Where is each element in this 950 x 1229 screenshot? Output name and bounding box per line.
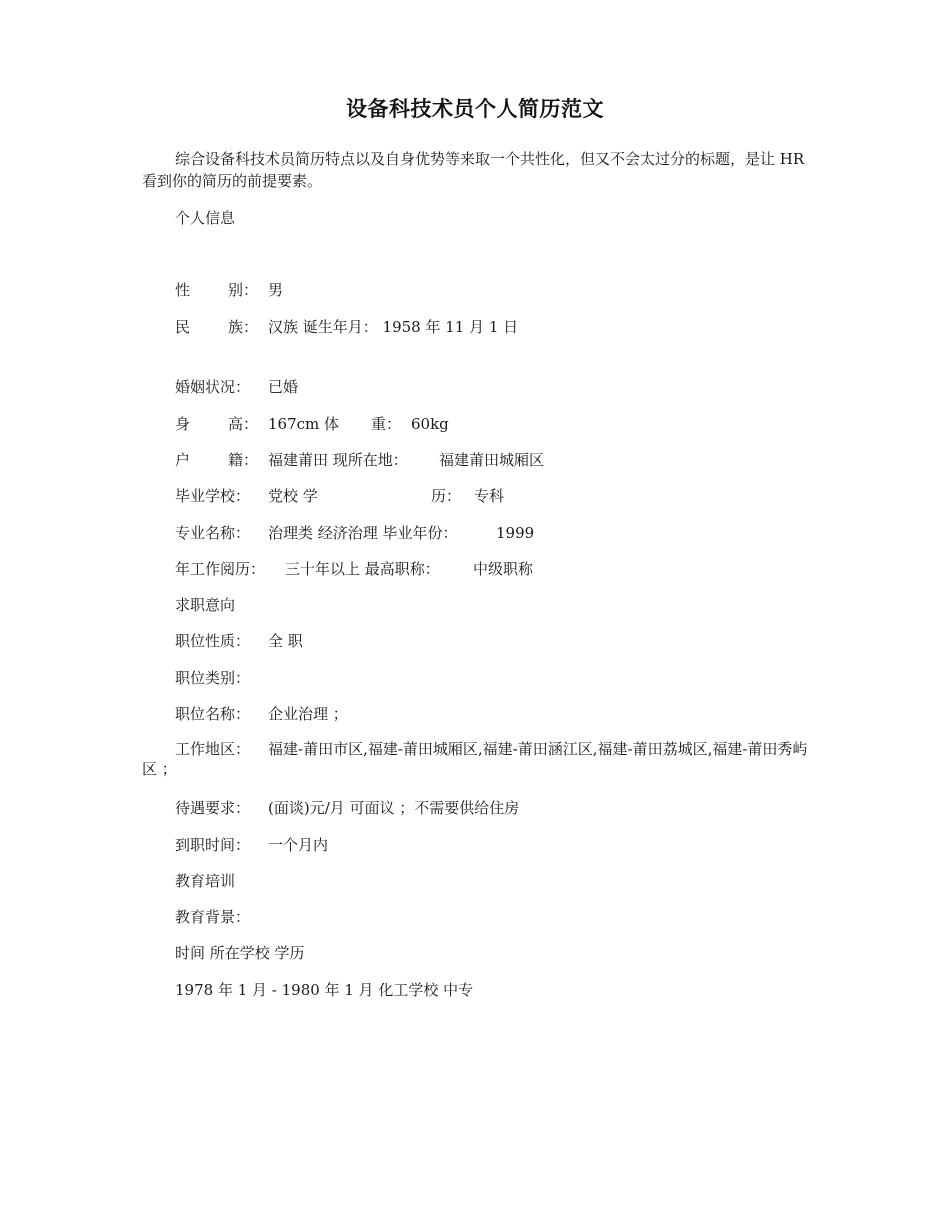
school-row bbox=[175, 486, 504, 506]
document-title: 设备科技术员个人简历范文 bbox=[346, 97, 604, 121]
experience-row bbox=[175, 559, 533, 579]
height-label-part1: 身 bbox=[175, 415, 191, 433]
degree-value: 专科 bbox=[474, 487, 505, 505]
hukou-value: 福建莆田 现所在地： bbox=[268, 451, 408, 469]
hukou-label-part1: 户 bbox=[175, 451, 191, 469]
hukou-row bbox=[175, 450, 544, 470]
gender-label-part2: 别： bbox=[228, 281, 259, 299]
gender-value: 男 bbox=[268, 281, 284, 299]
gender-row bbox=[175, 280, 283, 300]
start-time-row bbox=[175, 835, 328, 855]
salary-label: 待遇要求： bbox=[175, 799, 251, 817]
ethnic-label-part2: 族： bbox=[228, 318, 259, 336]
start-time-value: 一个月内 bbox=[268, 836, 329, 854]
experience-value: 三十年以上 最高职称： bbox=[285, 560, 440, 578]
work-area-value: 福建-莆田市区,福建-莆田城厢区,福建-莆田涵江区,福建-莆田荔城区,福建-莆田秀屿区 ； bbox=[142, 740, 808, 778]
marital-value: 已婚 bbox=[268, 378, 299, 396]
job-position-label: 职位名称： bbox=[175, 705, 251, 723]
section-heading-personal-info: 个人信息 bbox=[175, 209, 236, 227]
salary-row bbox=[175, 798, 519, 818]
education-table-header: 时间 所在学校 学历 bbox=[175, 944, 305, 962]
height-weight-row bbox=[175, 414, 449, 434]
weight-value: 60kg bbox=[411, 415, 449, 433]
ethnic-birth-value: 汉族 诞生年月： 1958 年 11 月 1 日 bbox=[268, 318, 519, 336]
experience-label: 年工作阅历： bbox=[175, 560, 266, 578]
school-label: 毕业学校： bbox=[175, 487, 251, 505]
major-row bbox=[175, 523, 534, 543]
marital-row bbox=[175, 377, 298, 397]
education-row: 1978 年 1 月 - 1980 年 1 月 化工学校 中专 bbox=[175, 981, 474, 999]
residence-value: 福建莆田城厢区 bbox=[439, 451, 545, 469]
major-value: 治理类 经济治理 毕业年份： bbox=[268, 524, 458, 542]
marital-label: 婚姻状况： bbox=[175, 378, 251, 396]
major-label: 专业名称： bbox=[175, 524, 251, 542]
job-category-label: 职位类别： bbox=[175, 669, 251, 687]
section-heading-job-intent: 求职意向 bbox=[175, 596, 236, 614]
job-position-value: 企业治理 ； bbox=[268, 705, 348, 723]
ethnic-label-part1: 民 bbox=[175, 318, 191, 336]
professional-title-value: 中级职称 bbox=[473, 560, 534, 578]
intro-paragraph: 综合设备科技术员简历特点以及自身优势等来取一个共性化，但又不会太过分的标题，是让 HR 看到你的简历的前提要素。 bbox=[142, 150, 805, 190]
work-area-row bbox=[142, 739, 822, 779]
section-heading-education: 教育培训 bbox=[175, 872, 236, 890]
job-nature-value: 全 职 bbox=[268, 632, 303, 650]
job-nature-row bbox=[175, 631, 303, 651]
school-value: 党校 学 bbox=[268, 487, 318, 505]
height-label-part2: 高： bbox=[228, 415, 259, 433]
degree-label: 历： bbox=[431, 487, 462, 505]
salary-value: (面谈)元/月 可面议 ；不需要供给住房 bbox=[268, 799, 520, 817]
job-position-row bbox=[175, 704, 348, 724]
job-nature-label: 职位性质： bbox=[175, 632, 251, 650]
ethnic-row bbox=[175, 317, 538, 337]
hukou-label-part2: 籍： bbox=[228, 451, 259, 469]
height-value: 167cm 体 bbox=[268, 415, 340, 433]
job-category-row bbox=[175, 668, 250, 688]
gender-label-part1: 性 bbox=[175, 281, 191, 299]
education-background-label: 教育背景： bbox=[175, 908, 251, 926]
graduation-year: 1999 bbox=[496, 524, 535, 542]
start-time-label: 到职时间： bbox=[175, 836, 251, 854]
weight-label: 重： bbox=[371, 415, 402, 433]
work-area-label: 工作地区： bbox=[175, 740, 251, 758]
